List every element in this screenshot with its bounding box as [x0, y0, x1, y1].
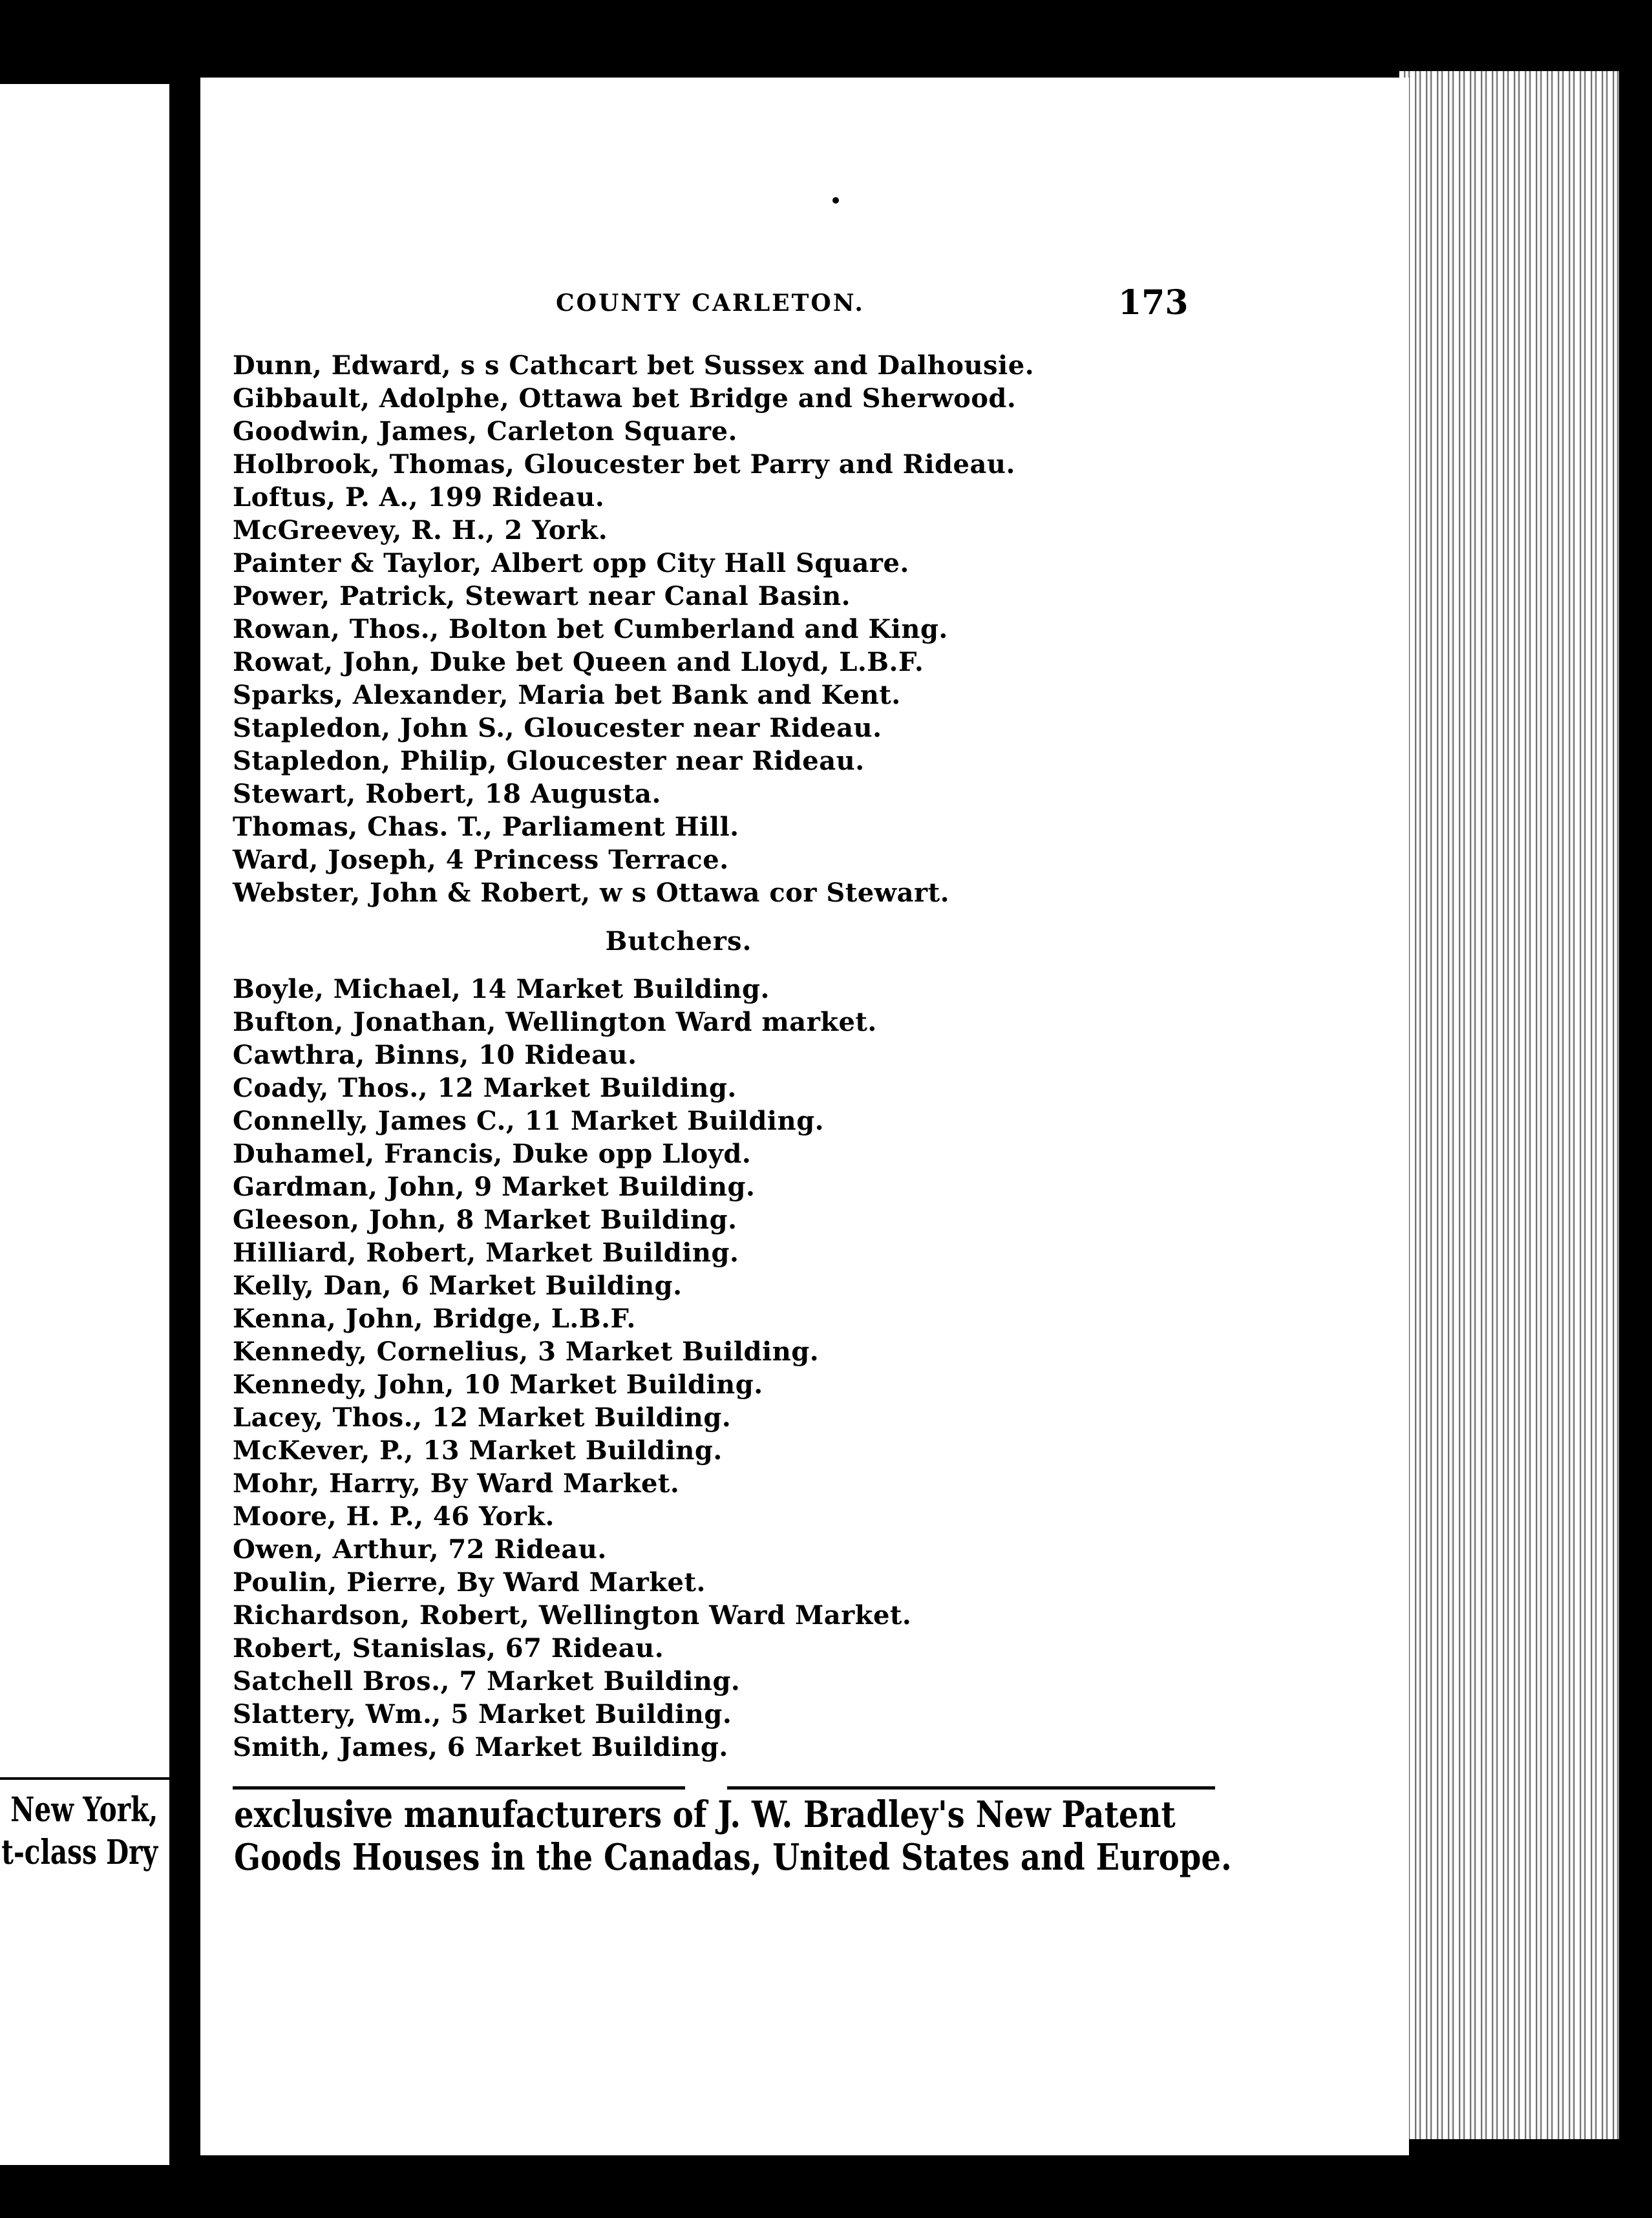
- page-number: 173: [1118, 283, 1189, 322]
- list-item: Cawthra, Binns, 10 Rideau.: [233, 1040, 637, 1070]
- list-item: Goodwin, James, Carleton Square.: [233, 416, 737, 447]
- list-item: Boyle, Michael, 14 Market Building.: [233, 974, 770, 1004]
- left-ad-line-2: t-class Dry: [1, 1833, 158, 1872]
- list-item: Robert, Stanislas, 67 Rideau.: [233, 1633, 664, 1664]
- list-item: Hilliard, Robert, Market Building.: [233, 1238, 739, 1268]
- list-item: Stapledon, John S., Gloucester near Rideau.: [233, 713, 882, 743]
- ad-line-1: exclusive manufacturers of J. W. Bradley's New Patent: [234, 1793, 1176, 1836]
- list-item: Connelly, James C., 11 Market Building.: [233, 1106, 825, 1136]
- book-fore-edge: [1399, 71, 1619, 2139]
- left-ad-line-1: New York,: [10, 1790, 158, 1830]
- list-item: McKever, P., 13 Market Building.: [233, 1435, 723, 1466]
- list-item: Kelly, Dan, 6 Market Building.: [233, 1271, 683, 1301]
- list-item: Richardson, Robert, Wellington Ward Market.: [233, 1600, 912, 1631]
- list-item: Owen, Arthur, 72 Rideau.: [233, 1534, 607, 1565]
- left-footer-rule: [0, 1777, 169, 1780]
- list-item: Sparks, Alexander, Maria bet Bank and Kent.: [233, 680, 901, 710]
- entries-butchers-group: [233, 973, 1280, 1764]
- list-item: Stewart, Robert, 18 Augusta.: [233, 779, 661, 809]
- list-item: Kennedy, Cornelius, 3 Market Building.: [233, 1336, 820, 1367]
- list-item: Duhamel, Francis, Duke opp Lloyd.: [233, 1139, 752, 1169]
- list-item: Satchell Bros., 7 Market Building.: [233, 1666, 741, 1696]
- left-page-fragment: [0, 84, 169, 2165]
- list-item: McGreevey, R. H., 2 York.: [233, 515, 608, 545]
- list-item: Ward, Joseph, 4 Princess Terrace.: [233, 845, 729, 875]
- list-item: Painter & Taylor, Albert opp City Hall Square.: [233, 548, 909, 578]
- footer-rule-left: [233, 1786, 685, 1790]
- list-item: Kenna, John, Bridge, L.B.F.: [233, 1304, 636, 1334]
- list-item: Lacey, Thos., 12 Market Building.: [233, 1402, 732, 1433]
- directory-listing: [233, 349, 1280, 1764]
- entries-top-group: [233, 349, 1280, 909]
- list-item: Bufton, Jonathan, Wellington Ward market.: [233, 1007, 877, 1037]
- footer-rules: [233, 1786, 1215, 1790]
- list-item: Holbrook, Thomas, Gloucester bet Parry and Rideau.: [233, 449, 1015, 480]
- list-item: Loftus, P. A., 199 Rideau.: [233, 482, 605, 512]
- list-item: Moore, H. P., 46 York.: [233, 1501, 555, 1532]
- list-item: Mohr, Harry, By Ward Market.: [233, 1468, 680, 1499]
- list-item: Coady, Thos., 12 Market Building.: [233, 1073, 737, 1103]
- running-head: COUNTY CARLETON.: [556, 290, 865, 317]
- list-item: Rowat, John, Duke bet Queen and Lloyd, L.B.F.: [233, 647, 924, 677]
- list-item: Slattery, Wm., 5 Market Building.: [233, 1699, 732, 1729]
- list-item: Thomas, Chas. T., Parliament Hill.: [233, 812, 739, 842]
- directory-page: [200, 78, 1409, 2155]
- list-item: Power, Patrick, Stewart near Canal Basin.: [233, 581, 851, 611]
- list-item: Rowan, Thos., Bolton bet Cumberland and King.: [233, 614, 948, 644]
- page-header: [200, 283, 1409, 328]
- advertisement-footer: [234, 1793, 1294, 1879]
- list-item: Gleeson, John, 8 Market Building.: [233, 1205, 737, 1235]
- ad-line-2: Goods Houses in the Canadas, United States and Europe.: [234, 1836, 1232, 1879]
- list-item: Poulin, Pierre, By Ward Market.: [233, 1567, 706, 1598]
- print-speck: [832, 197, 839, 204]
- list-item: Smith, James, 6 Market Building.: [233, 1732, 728, 1762]
- footer-rule-right: [727, 1786, 1215, 1790]
- list-item: Dunn, Edward, s s Cathcart bet Sussex and Dalhousie.: [233, 350, 1035, 381]
- list-item: Kennedy, John, 10 Market Building.: [233, 1369, 763, 1400]
- list-item: Gardman, John, 9 Market Building.: [233, 1172, 756, 1202]
- list-item: Gibbault, Adolphe, Ottawa bet Bridge and Sherwood.: [233, 383, 1017, 414]
- list-item: Stapledon, Philip, Gloucester near Rideau.: [233, 746, 865, 776]
- list-item: Webster, John & Robert, w s Ottawa cor Stewart.: [233, 878, 949, 908]
- section-heading: Butchers.: [605, 926, 752, 956]
